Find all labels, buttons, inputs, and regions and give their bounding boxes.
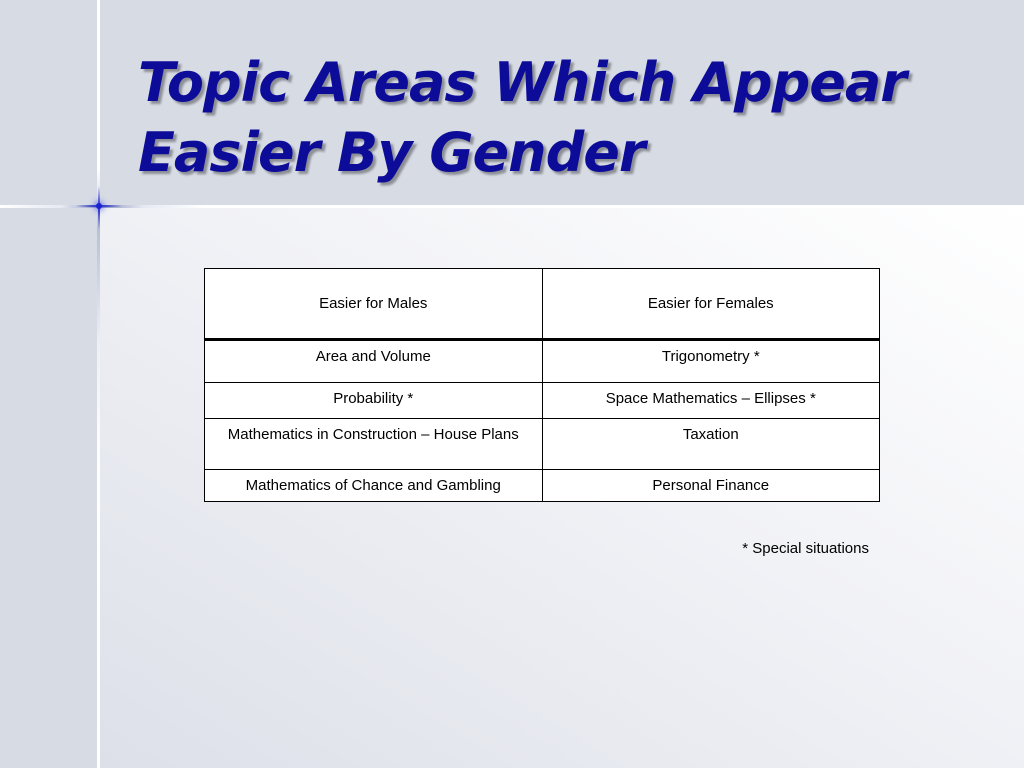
footnote: * Special situations [742, 540, 869, 557]
table-cell: Mathematics of Chance and Gambling [205, 470, 543, 502]
table-row [205, 383, 880, 419]
table-cell: Area and Volume [205, 340, 543, 383]
table-row [205, 419, 880, 470]
table-header-row [205, 269, 880, 340]
topics-table [204, 268, 880, 502]
slide-title: Topic Areas Which Appear Easier By Gender [138, 51, 906, 184]
sparkle-icon [96, 203, 102, 209]
left-background-band [0, 0, 98, 768]
table-cell: Trigonometry * [542, 340, 880, 383]
header-females: Easier for Females [542, 269, 880, 340]
table-cell: Personal Finance [542, 470, 880, 502]
table-cell: Probability * [205, 383, 543, 419]
header-males: Easier for Males [205, 269, 543, 340]
horizontal-divider-line [0, 205, 1024, 208]
vertical-divider-line [97, 0, 100, 768]
table-cell: Space Mathematics – Ellipses * [542, 383, 880, 419]
table-row [205, 340, 880, 383]
table-cell: Mathematics in Construction – House Plans [205, 419, 543, 470]
table-cell: Taxation [542, 419, 880, 470]
table-row [205, 470, 880, 502]
